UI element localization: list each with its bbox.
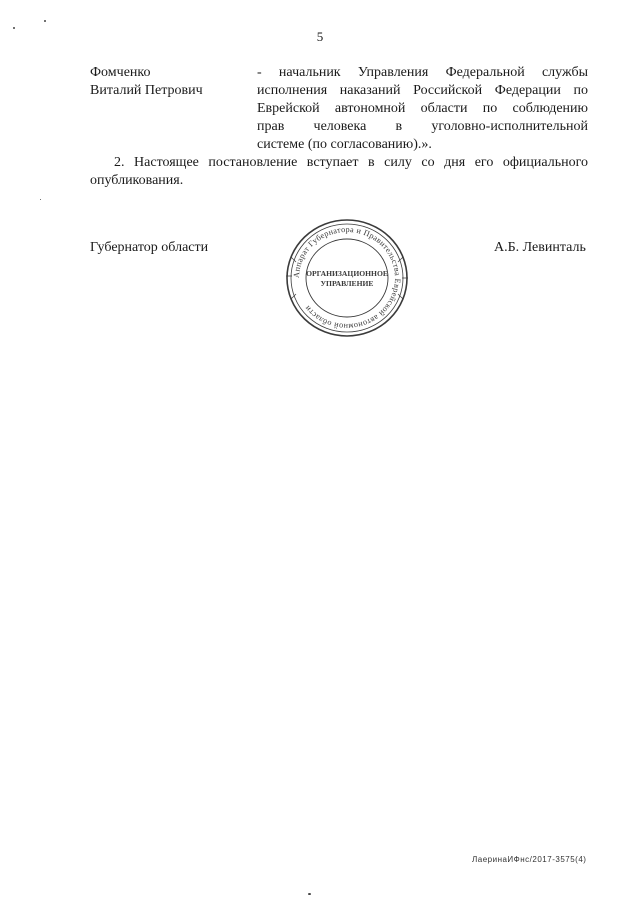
svg-text:Аппарат Губернатора и Правител: [292, 225, 402, 331]
member-surname: Фомченко: [90, 65, 151, 80]
scan-speck: [13, 27, 15, 29]
stamp-center-line: ОРГАНИЗАЦИОННОЕ: [306, 269, 388, 278]
clause-line: опубликования.: [90, 173, 184, 188]
member-description: [257, 64, 588, 154]
scan-speck: [40, 199, 41, 200]
page-number: 5: [316, 29, 324, 44]
member-description-line: Еврейской автономной области по соблюдению: [257, 101, 588, 116]
clause-line: 2. Настоящее постановление вступает в силу со дня его официального: [114, 155, 588, 170]
member-description-line: системе (по согласованию).».: [257, 137, 432, 152]
signatory-title: Губернатор области: [90, 240, 209, 255]
stamp-ring-text: Аппарат Губернатора и Правительства Еврейской автономной области: [291, 224, 403, 332]
scan-speck: [308, 893, 311, 895]
member-name: [90, 64, 203, 100]
stamp-center-line: УПРАВЛЕНИЕ: [320, 279, 374, 288]
member-description-line: прав человека в уголовно-исполнительной: [257, 119, 588, 134]
member-given-names: Виталий Петрович: [90, 83, 203, 98]
document-code: ЛаеринаИФнс/2017-3575(4): [472, 855, 587, 864]
scan-speck: [44, 20, 46, 22]
official-stamp: [283, 216, 411, 340]
member-description-line: исполнения наказаний Российской Федерации по: [257, 83, 588, 98]
signatory-name: А.Б. Левинталь: [494, 240, 586, 255]
clause-paragraph: [90, 154, 588, 190]
member-description-line: - начальник Управления Федеральной службы: [257, 65, 588, 80]
